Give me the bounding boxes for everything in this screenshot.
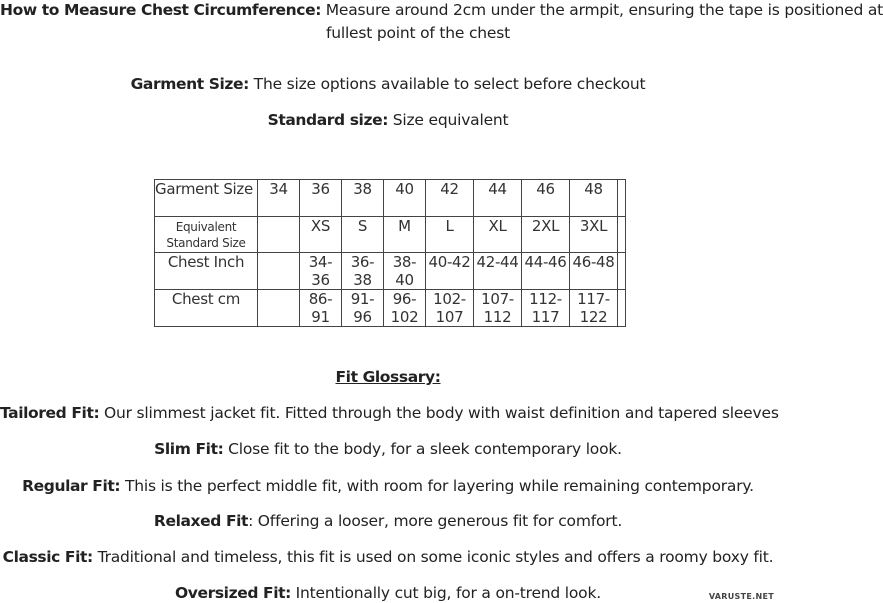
measure-line-1 [0,1,883,19]
size-cell: 96-102 [384,290,426,327]
size-row-header: Equivalent Standard Size [155,217,258,253]
size-cell: 46-48 [570,253,618,290]
size-cell: 40-42 [426,253,474,290]
size-cell [258,217,300,253]
size-cell: XS [300,217,342,253]
size-row-header: Chest cm [155,290,258,327]
size-cell: 46 [522,180,570,217]
measure-line-2 [30,24,806,42]
size-cell [258,290,300,327]
size-cell: 44 [474,180,522,217]
glossary-item-label: Regular Fit: [22,477,121,495]
size-cell-empty [618,253,626,290]
glossary-item-text: : Offering a looser, more generous fit for comfort. [248,512,623,530]
size-cell: 34 [258,180,300,217]
standard-size-line [0,111,776,129]
glossary-item-label: Tailored Fit: [0,404,100,422]
glossary-item-text: Intentionally cut big, for a on-trend look. [295,584,601,602]
size-cell: 38-40 [384,253,426,290]
standard-size-text: Size equivalent [392,111,509,129]
standard-size-label: Standard size: [267,111,389,129]
glossary-item-text: This is the perfect middle fit, with room for layering while remaining contemporary. [124,477,754,495]
size-table [154,179,626,327]
size-cell: 42-44 [474,253,522,290]
size-cell: S [342,217,384,253]
glossary-item-label: Slim Fit: [154,440,224,458]
size-cell: 34-36 [300,253,342,290]
size-row-header: Garment Size [155,180,258,217]
size-row-standard [155,217,626,253]
size-cell: 102-107 [426,290,474,327]
size-cell [258,253,300,290]
size-cell: XL [474,217,522,253]
size-cell: 3XL [570,217,618,253]
glossary-item [0,584,776,602]
garment-size-line [0,75,776,93]
glossary-item [0,548,776,566]
garment-size-label: Garment Size: [130,75,249,93]
glossary-item-label: Relaxed Fit [153,512,249,530]
glossary-item [0,404,779,422]
size-cell: 44-46 [522,253,570,290]
glossary-item-text: Close fit to the body, for a sleek contemporary look. [228,440,622,458]
size-cell: 2XL [522,217,570,253]
size-row-chest-inch [155,253,626,290]
size-cell: 117-122 [570,290,618,327]
glossary-item [0,477,776,495]
measure-label: How to Measure Chest Circumference: [0,1,322,19]
glossary-item-label: Classic Fit: [2,548,93,566]
garment-size-text: The size options available to select before checkout [253,75,646,93]
size-cell: 36-38 [342,253,384,290]
size-row-chest-cm [155,290,626,327]
size-cell-empty [618,180,626,217]
size-cell: 107-112 [474,290,522,327]
size-cell: 42 [426,180,474,217]
size-cell: 48 [570,180,618,217]
glossary-item-text: Our slimmest jacket fit. Fitted through the body with waist definition and tapered sleeves [104,404,779,422]
size-cell: L [426,217,474,253]
size-cell: 86-91 [300,290,342,327]
watermark: VARUSTE.NET [708,592,774,601]
glossary-item-text: Traditional and timeless, this fit is used on some iconic styles and offers a roomy boxy fit. [97,548,774,566]
size-cell: 36 [300,180,342,217]
glossary-item [0,440,776,458]
size-cell: M [384,217,426,253]
size-cell: 40 [384,180,426,217]
glossary-item-label: Oversized Fit: [175,584,291,602]
glossary-title: Fit Glossary: [335,368,441,386]
size-row-garment [155,180,626,217]
measure-text-1: Measure around 2cm under the armpit, ensuring the tape is positioned at [325,1,883,19]
glossary-item [0,512,776,530]
size-cell-empty [618,290,626,327]
size-cell: 91-96 [342,290,384,327]
measure-text-2: fullest point of the chest [325,24,511,42]
size-cell: 38 [342,180,384,217]
size-cell: 112-117 [522,290,570,327]
size-row-header: Chest Inch [155,253,258,290]
size-cell-empty [618,217,626,253]
glossary-title-line [0,368,776,386]
